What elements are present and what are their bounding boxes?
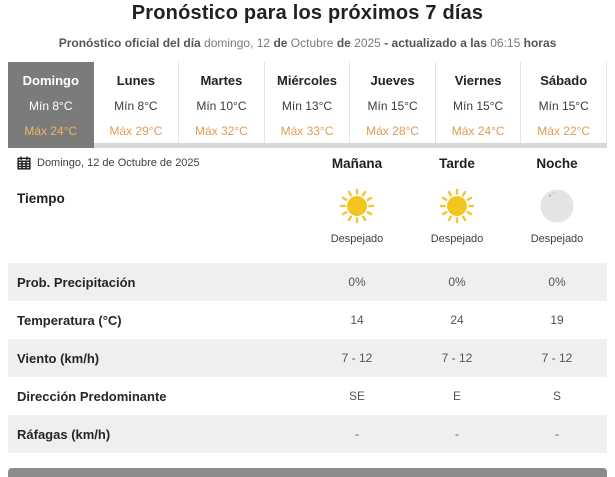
- cell-value: E: [452, 389, 461, 403]
- condition-label: Despejado: [330, 233, 384, 245]
- selected-date: [8, 156, 307, 170]
- weather-row: [8, 178, 607, 263]
- cell-value: SE: [348, 389, 365, 403]
- tab-min-temp: Mín 10°C: [196, 99, 247, 113]
- cell-value: 7 - 12: [441, 351, 473, 365]
- tab-max-temp: Máx 24°C: [451, 124, 505, 138]
- condition-label: Despejado: [430, 233, 484, 245]
- weather-cell-tarde: [407, 187, 507, 245]
- tab-domingo[interactable]: [8, 62, 94, 148]
- cell-value: -: [555, 427, 559, 441]
- tab-max-temp: Máx 28°C: [366, 124, 419, 138]
- row-label: Prob. Precipitación: [17, 274, 136, 290]
- cell-value: 0%: [348, 275, 366, 289]
- forecast-subtitle: [0, 36, 615, 50]
- tab-day-label: Viernes: [454, 73, 502, 88]
- condition-label: Despejado: [530, 233, 584, 245]
- tab-day-label: Sábado: [540, 73, 588, 88]
- cell-value: 19: [550, 313, 564, 327]
- weather-row-label: Tiempo: [17, 191, 65, 206]
- tab-min-temp: Mín 8°C: [114, 99, 158, 113]
- column-header-manana: Mañana: [331, 155, 383, 171]
- column-header-noche: Noche: [536, 155, 578, 171]
- forecast-row-rafagas: [8, 415, 607, 453]
- weather-cell-manana: [307, 187, 407, 245]
- cell-value: 7 - 12: [541, 351, 573, 365]
- forecast-row-direccion: [8, 377, 607, 415]
- forecast-row-temperatura: [8, 301, 607, 339]
- tab-min-temp: Mín 15°C: [367, 99, 418, 113]
- column-header-tarde: Tarde: [439, 155, 475, 171]
- tab-martes[interactable]: [179, 62, 265, 143]
- subtitle-segment: - actualizado a las: [384, 36, 491, 50]
- tab-max-temp: Máx 33°C: [280, 124, 334, 138]
- subtitle-segment: Octubre: [290, 36, 337, 50]
- row-label: Temperatura (°C): [17, 312, 122, 328]
- cell-value: 0%: [448, 275, 466, 289]
- cell-value: S: [552, 389, 561, 403]
- selected-date-text: Domingo, 12 de Octubre de 2025: [37, 157, 200, 169]
- tab-viernes[interactable]: [436, 62, 522, 143]
- subtitle-segment: 06:15: [490, 36, 524, 50]
- weather-cell-noche: [507, 187, 607, 245]
- tab-miercoles[interactable]: [265, 62, 351, 143]
- subtitle-segment: de: [273, 36, 291, 50]
- row-label: Dirección Predominante: [17, 388, 167, 404]
- cell-value: -: [455, 427, 459, 441]
- forecast-row-viento: [8, 339, 607, 377]
- tab-min-temp: Mín 8°C: [29, 99, 73, 113]
- forecast-row-prob-precipitacion: [8, 263, 607, 301]
- tab-min-temp: Mín 15°C: [538, 99, 589, 113]
- subtitle-segment: horas: [523, 36, 557, 50]
- tab-day-label: Jueves: [370, 73, 415, 88]
- subtitle-segment: 2025: [354, 36, 385, 50]
- sun-icon: [338, 187, 376, 230]
- tab-jueves[interactable]: [350, 62, 436, 143]
- tab-lunes[interactable]: [94, 62, 180, 143]
- tab-day-label: Miércoles: [277, 73, 337, 88]
- cell-value: 0%: [548, 275, 566, 289]
- subtitle-segment: Pronóstico oficial del día: [58, 36, 205, 50]
- tab-min-temp: Mín 13°C: [281, 99, 333, 113]
- tab-max-temp: Máx 22°C: [537, 124, 591, 138]
- subtitle-segment: domingo, 12: [204, 36, 274, 50]
- moon-icon: [538, 187, 576, 230]
- tab-min-temp: Mín 15°C: [453, 99, 504, 113]
- tab-day-label: Lunes: [116, 73, 155, 88]
- tab-day-label: Domingo: [22, 73, 79, 88]
- row-label: Viento (km/h): [17, 350, 100, 366]
- next-day-section-bar[interactable]: [8, 468, 607, 477]
- tab-max-temp: Máx 32°C: [195, 124, 248, 138]
- cell-value: 24: [450, 313, 464, 327]
- subtitle-segment: de: [336, 36, 355, 50]
- cell-value: 7 - 12: [341, 351, 373, 365]
- page-title: Pronóstico para los próximos 7 días: [131, 2, 484, 24]
- cell-value: 14: [350, 313, 364, 327]
- day-tabs: [8, 62, 607, 148]
- calendar-icon: [17, 156, 31, 170]
- date-header-row: [8, 148, 607, 178]
- tab-day-label: Martes: [200, 73, 243, 88]
- tab-max-temp: Máx 29°C: [109, 124, 163, 138]
- tab-max-temp: Máx 24°C: [24, 124, 78, 138]
- sun-icon: [438, 187, 476, 230]
- row-label: Ráfagas (km/h): [17, 426, 111, 442]
- day-detail-panel: [8, 148, 607, 453]
- cell-value: -: [355, 427, 359, 441]
- tab-sabado[interactable]: [521, 62, 607, 143]
